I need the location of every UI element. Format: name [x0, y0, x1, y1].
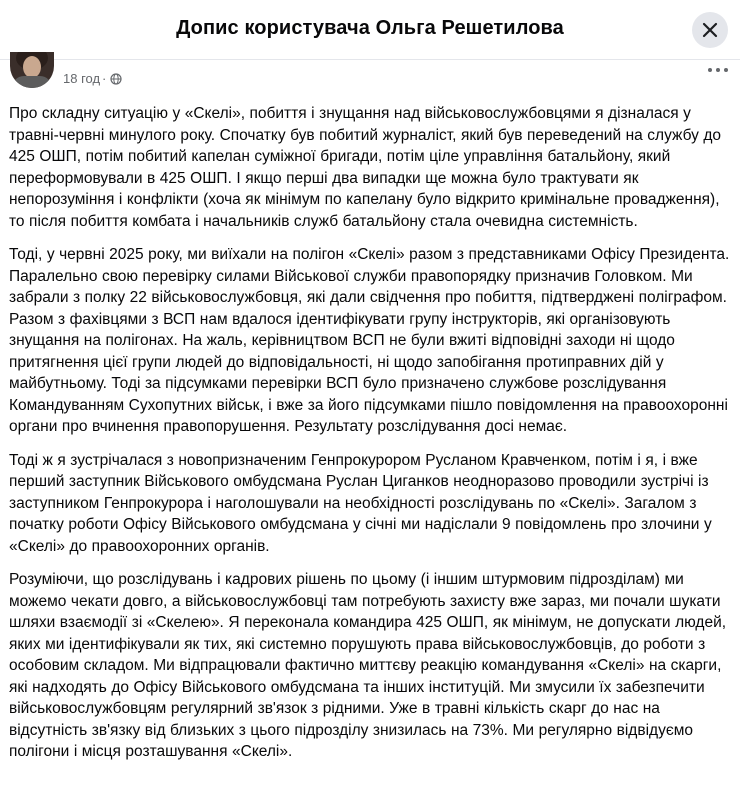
meta-separator: ·	[102, 71, 107, 86]
post-paragraph-2: Тоді, у червні 2025 року, ми виїхали на полігон «Скелі» разом з представниками Офісу Президента. Паралельно свою перевірку силами Військової служби правопорядку призначив Головком. Ми забрали з полку 22 військовослужбовця, які дали свідчення про побиття, підтверджені поліграфом. Разом з фахівцями з ВСП нам вдалося ідентифікувати групу інструкторів, які організовують знущання на полігонах. На жаль, керівництвом ВСП не були вжиті відповідні заходи ні щодо притягнення цієї групи людей до відповідальності, ні щодо запобігання протиправних дій у майбутньому. Тоді за підсумками перевірки ВСП було призначено службове розслідування Командуванням Сухопутних військ, і вже за його підсумками пішло повідомлення на правоохоронні органи про вчинення правопорушення. Результату розслідування досі немає.	[9, 246, 730, 435]
avatar[interactable]	[10, 52, 54, 88]
post-paragraph-3: Тоді ж я зустрічалася з новопризначеним Генпрокурором Русланом Кравченком, потім і я, і вже перший заступник Військового омбудсмана Руслан Циганков неодноразово проводили зустрічі із заступником Генпрокурора і наголошували на необхідності розслідувань по «Скелі». Загалом з початку роботи Офісу Військового омбудсмана у січні ми надіслали 9 повідомлень про злочини у «Скелі» до правоохоронних органів.	[9, 451, 712, 555]
post-body	[9, 103, 735, 775]
dialog-header	[0, 0, 740, 60]
post-meta	[0, 60, 740, 92]
more-options-button[interactable]	[704, 60, 732, 80]
globe-icon	[110, 73, 122, 85]
post-timestamp[interactable]: 18 год	[63, 71, 101, 86]
post-paragraph-1: Про складну ситуацію у «Скелі», побиття і знущання над військовослужбовцями я дізналася у травні-червні минулого року. Спочатку був побитий журналіст, який був переведений на службу до 425 ОШП, потім побитий капелан суміжної бригади, потім ціле управління батальйону, який переформовували в 425 ОШП. І якщо перші два випадки ще можна було трактувати як непорозуміння і конфлікти (хоча як мінімум по капелану було відкрито кримінальне провадження), то після побиття комбата і начальників служб батальйону стала очевидна системність.	[9, 105, 722, 230]
dialog-title: Допис користувача Ольга Решетилова	[176, 17, 564, 39]
more-horizontal-icon	[708, 68, 712, 72]
close-icon	[702, 22, 718, 38]
post-paragraph-4: Розуміючи, що розслідувань і кадрових рішень по цьому (і іншим штурмовим підрозділам) ми можемо чекати довго, а військовослужбовці там потребують захисту вже зараз, ми почали шукати шляхи взаємодії зі «Скелею». Я переконала командира 425 ОШП, як мінімум, не допускати людей, яких ми ідентифікували як тих, які системно порушують права військовослужбовців, до роботи з особовим складом. Ми відпрацювали фактично миттєву реакцію командування «Скелі» на скарги, які надходять до Офісу Військового омбудсмана та інших інституцій. Ми змусили їх забезпечити військовослужбовцям регулярний зв'язок з рідними. Уже в травні кількість скарг до нас на відсутність зв'язку від близьких з цього підрозділу знизилась на 73%. Ми регулярно відвідуємо полігони і місця розташування «Скелі».	[9, 571, 727, 760]
close-button[interactable]	[692, 12, 728, 48]
